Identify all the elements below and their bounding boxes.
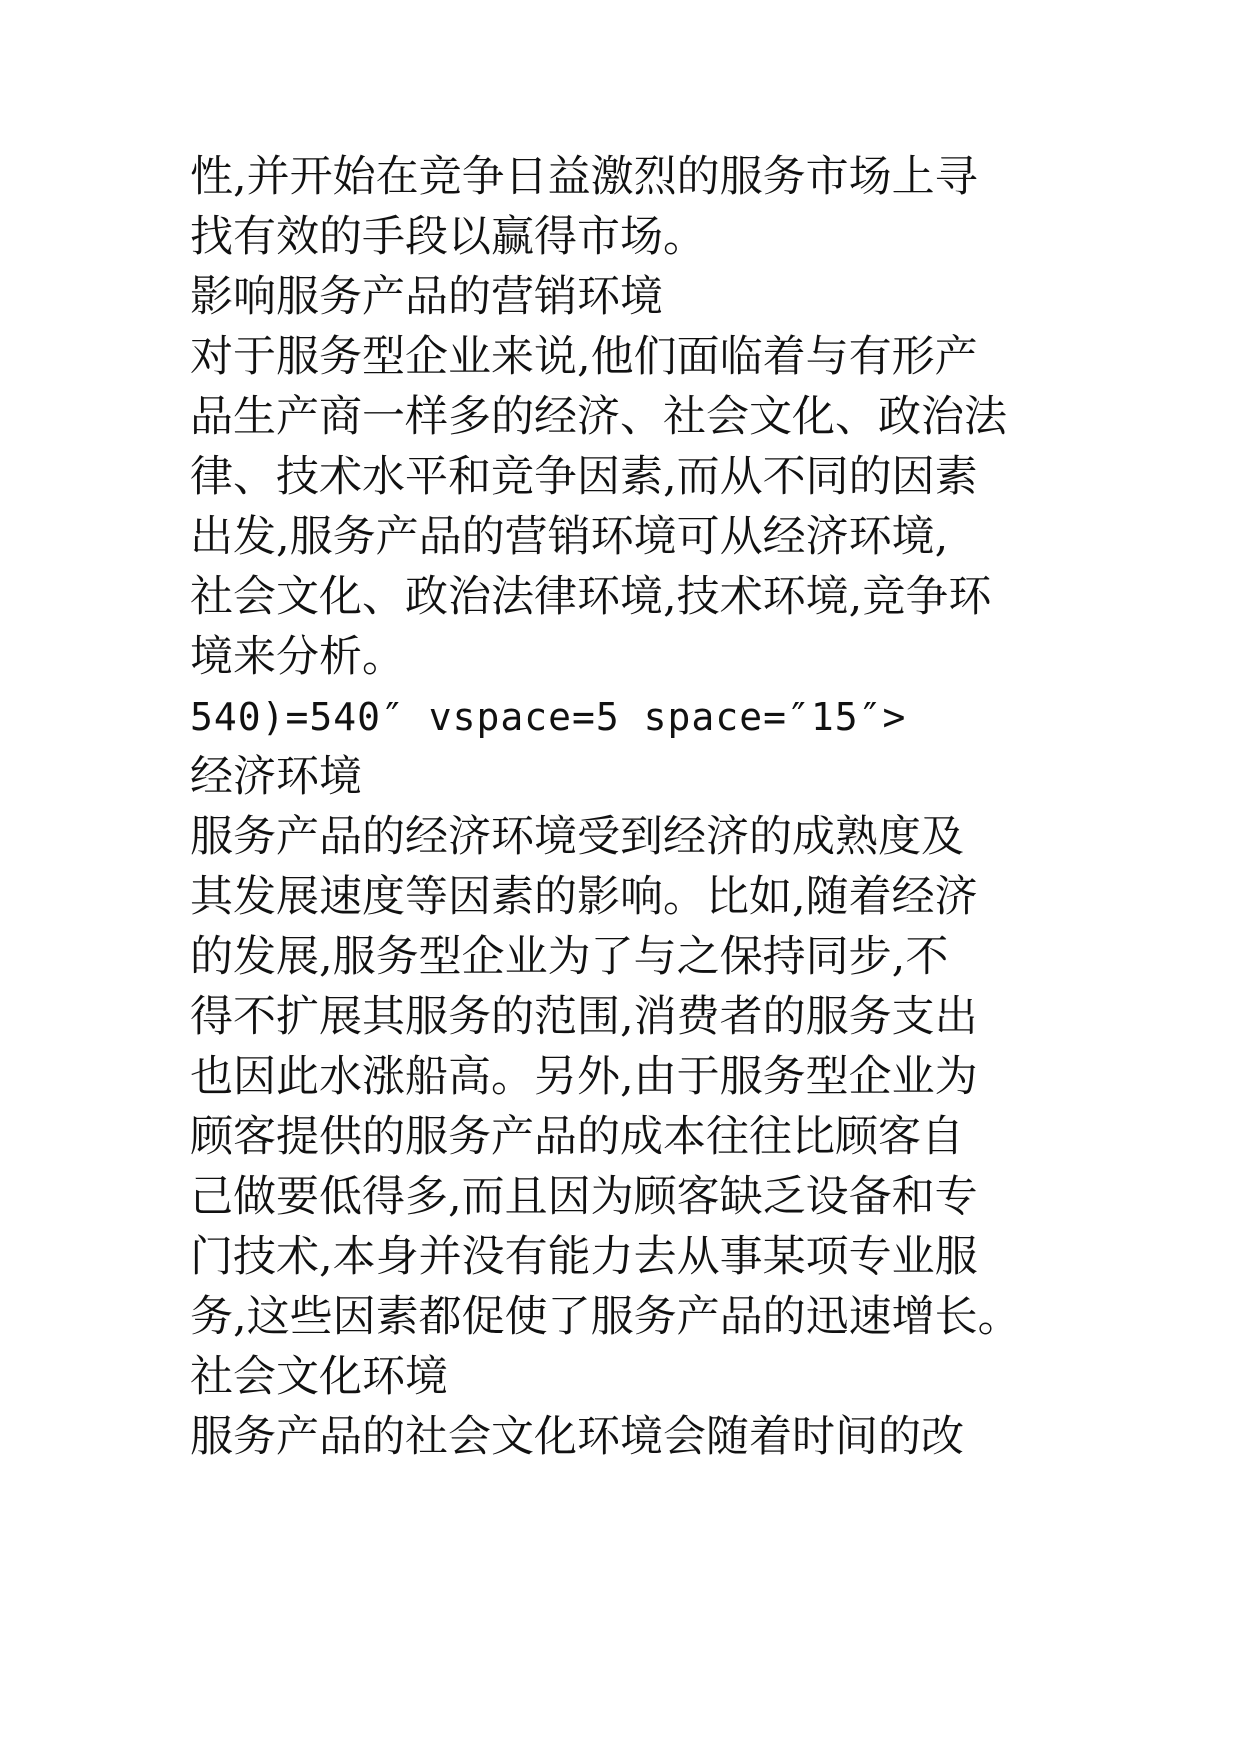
text-line: 出发,服务产品的营销环境可从经济环境, (190, 512, 949, 562)
text-line: 服务产品的社会文化环境会随着时间的改 (190, 1412, 964, 1462)
text-line: 品生产商一样多的经济、社会文化、政治法 (190, 392, 1007, 442)
text-line: 也因此水涨船高。另外,由于服务型企业为 (190, 1052, 978, 1102)
text-line: 得不扩展其服务的范围,消费者的服务支出 (190, 992, 978, 1042)
text-line: 找有效的手段以赢得市场。 (190, 212, 706, 262)
section-heading: 经济环境 (190, 752, 362, 802)
text-line: 境来分析。 (190, 632, 405, 682)
text-line: 服务产品的经济环境受到经济的成熟度及 (190, 812, 964, 862)
text-line: 性,并开始在竞争日益激烈的服务市场上寻 (190, 152, 978, 202)
section-heading: 社会文化环境 (190, 1352, 448, 1402)
text-line: 其发展速度等因素的影响。比如,随着经济 (190, 872, 978, 922)
text-line: 务,这些因素都促使了服务产品的迅速增长。 (190, 1292, 1021, 1342)
body-text (190, 147, 1150, 1467)
text-line: 律、技术水平和竞争因素,而从不同的因素 (190, 452, 978, 502)
text-line: 社会文化、政治法律环境,技术环境,竞争环 (190, 572, 992, 622)
stray-markup-line: 540)=540″ vspace=5 space=″15″> (190, 695, 907, 739)
text-line: 顾客提供的服务产品的成本往往比顾客自 (190, 1112, 964, 1162)
text-line: 对于服务型企业来说,他们面临着与有形产 (190, 332, 978, 382)
text-line: 门技术,本身并没有能力去从事某项专业服 (190, 1232, 978, 1282)
text-line: 己做要低得多,而且因为顾客缺乏设备和专 (190, 1172, 978, 1222)
text-line: 的发展,服务型企业为了与之保持同步,不 (190, 932, 949, 982)
section-heading: 影响服务产品的营销环境 (190, 272, 663, 322)
